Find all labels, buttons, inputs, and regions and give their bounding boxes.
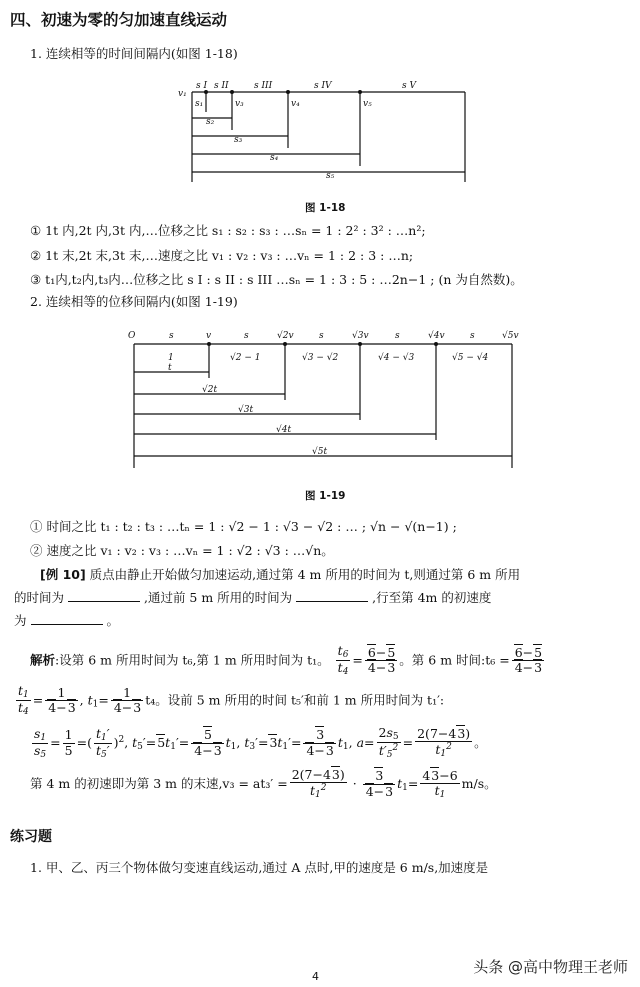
answer-blank-3[interactable] [31,614,103,625]
list1-item1: ① 1t 内,2t 内,3t 内,…位移之比 s₁ : s₂ : s₃ : …sₙ = 1 : 2² : 3² : …n²; [30,223,426,238]
fig118-point-label: v₄ [291,99,300,109]
example-line2b: ,通过前 5 m 所用的时间为 [143,590,293,605]
fig119-interval-label: 1 [168,353,174,363]
list2-item1: ① 时间之比 t₁ : t₂ : t₃ : …tₙ = 1 : √2 − 1 : √3 − √2 : … ; √n − √(n−1) ; [30,519,457,534]
fig119-top-label: √3v [352,331,369,341]
solution-line4b: m/s。 [461,775,497,791]
fraction-sqrt: $\frac{6-5}{4-3}$ [365,646,397,676]
fig119-top-label: s [319,331,324,341]
list2-item2: ② 速度之比 v₁ : v₂ : v₃ : …vₙ = 1 : √2 : √3 : …√n。 [30,543,334,558]
example-line2c: ,行至第 4m 的初速度 [372,590,492,605]
example-line3b: 。 [106,613,119,628]
figure-1-19 [120,322,530,472]
watermark: 头条 @高中物理王老师 [473,958,628,976]
fig119-top-label: s [169,331,174,341]
fig119-span-label: √2t [202,385,218,395]
fig119-top-label: s [244,331,249,341]
answer-blank-1[interactable] [68,591,140,602]
fig118-top-label: s III [254,81,273,91]
example-line3a: 为 [14,613,27,628]
fig119-top-label: O [128,331,136,341]
example-line2a: 的时间为 [14,590,65,605]
fig118-top-label: s IV [314,81,332,91]
solution-line1b: 。第 6 m 时间:t₆ = [399,652,510,668]
fig119-top-label: √5v [502,331,519,341]
fraction-t6-t4: $\frac{t_6}{t_4}$ [337,643,349,678]
fig119-interval-label: √5 − √4 [452,353,489,363]
fig118-top-label: v₁ [178,89,187,99]
fig119-top-label: √2v [277,331,294,341]
fig119-span-label: √4t [276,425,292,435]
figure-1-18 [170,72,480,184]
solution-line2b: t₄。设前 5 m 所用的时间 t₅′和前 1 m 所用时间为 t₁′: [145,692,445,708]
fig118-span-label: s₂ [206,117,215,127]
exercise-question-1: 1. 甲、乙、丙三个物体做匀变速直线运动,通过 A 点时,甲的速度是 6 m/s,加速度是 [30,860,489,875]
figure-1-19-caption: 图 1-19 [305,490,346,502]
figure-1-18-caption: 图 1-18 [305,202,346,214]
solution-label: 解析 [30,652,56,668]
item2-title: 2. 连续相等的位移间隔内(如图 1-19) [30,294,238,309]
fig119-interval-label: √3 − √2 [302,353,339,363]
fig119-interval-label: √4 − √3 [378,353,415,363]
fraction-t1-t4: $\frac{t_1}{t_4}$ [18,683,29,718]
list1-item2: ② 1t 末,2t 末,3t 末,…速度之比 v₁ : v₂ : v₃ : …vₙ = 1 : 2 : 3 : …n; [30,248,414,263]
fig118-point-label: v₅ [363,99,372,109]
example-label: [例 10] [40,567,86,582]
example-line1: 质点由静止开始做匀加速运动,通过第 4 m 所用的时间为 t,则通过第 6 m 所用 [89,567,521,582]
solution-line1: :设第 6 m 所用时间为 t₆,第 1 m 所用时间为 t₁。 [55,652,330,668]
fig119-top-label: √4v [428,331,445,341]
fig118-point-label: s₁ [195,99,204,109]
fig119-top-label: s [395,331,400,341]
fig119-span-label: √5t [312,447,328,457]
item1-title: 1. 连续相等的时间间隔内(如图 1-18) [30,46,238,61]
answer-blank-2[interactable] [296,591,368,602]
fig118-top-label: s I [196,81,208,91]
fig118-span-label: s₃ [234,135,243,145]
exercise-title: 练习题 [10,829,52,845]
fig119-top-label: s [470,331,475,341]
fig118-top-label: s V [402,81,416,91]
fig118-point-label: v₃ [235,99,244,109]
fraction-s1-s5: $\frac{s_1}{s_5}$ [34,725,47,760]
fig119-top-label: v [206,331,212,341]
solution-line3: 。 [474,734,487,750]
fig119-interval-label: √2 − 1 [230,353,261,363]
section-title: 四、初速为零的匀加速直线运动 [10,11,228,29]
fig118-span-label: s₄ [270,153,279,163]
fig119-span-label: √3t [238,405,254,415]
fig118-top-label: s II [214,81,229,91]
fig119-span-label: t [168,363,172,373]
page-number: 4 [312,970,319,983]
fig118-span-label: s₅ [326,171,335,181]
solution-line4a: 第 4 m 的初速即为第 3 m 的末速,v₃ = at₃′ = [30,775,288,791]
list1-item3: ③ t₁内,t₂内,t₃内…位移之比 s I : s II : s III …sₙ = 1 : 3 : 5 : …2n−1 ; (n 为自然数)。 [30,272,523,287]
